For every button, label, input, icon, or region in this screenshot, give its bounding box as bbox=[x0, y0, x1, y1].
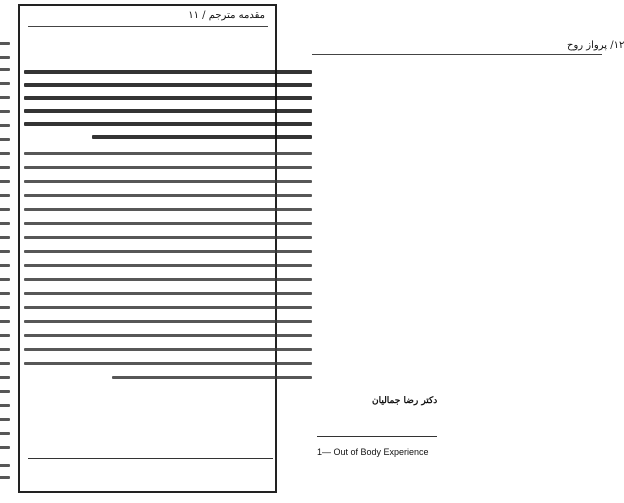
text-line bbox=[0, 306, 10, 309]
text-line bbox=[0, 138, 10, 141]
text-line bbox=[0, 390, 10, 393]
text-line bbox=[0, 264, 10, 267]
left-header-rule bbox=[28, 26, 268, 27]
text-line bbox=[92, 135, 312, 139]
text-line bbox=[0, 152, 10, 155]
right-page-header: ۱۲/ پرواز روح bbox=[567, 40, 624, 51]
text-line bbox=[0, 180, 10, 183]
text-line bbox=[0, 418, 10, 421]
text-line bbox=[24, 264, 312, 267]
right-page bbox=[312, 40, 624, 495]
right-footnote-rule bbox=[317, 436, 437, 437]
text-line bbox=[0, 348, 10, 351]
text-line bbox=[24, 306, 312, 309]
translator-signature: دکتر رضا جمالیان bbox=[372, 396, 438, 406]
text-line bbox=[24, 166, 312, 169]
text-line bbox=[0, 236, 10, 239]
text-line bbox=[24, 348, 312, 351]
text-line bbox=[24, 292, 312, 295]
text-line bbox=[24, 180, 312, 183]
text-line bbox=[0, 476, 10, 479]
text-line bbox=[0, 404, 10, 407]
text-line bbox=[0, 124, 10, 127]
text-line bbox=[0, 250, 10, 253]
text-line bbox=[0, 194, 10, 197]
text-line bbox=[24, 208, 312, 211]
text-line bbox=[24, 362, 312, 365]
text-line bbox=[0, 56, 10, 59]
text-line bbox=[0, 42, 10, 45]
text-line bbox=[24, 70, 312, 74]
text-line bbox=[0, 68, 10, 71]
text-line bbox=[24, 236, 312, 239]
text-line bbox=[0, 432, 10, 435]
text-line bbox=[0, 362, 10, 365]
text-line bbox=[24, 250, 312, 253]
text-line bbox=[24, 83, 312, 87]
right-header-rule bbox=[312, 54, 602, 55]
text-line bbox=[0, 82, 10, 85]
text-line bbox=[0, 464, 10, 467]
text-line bbox=[24, 109, 312, 113]
text-line bbox=[0, 166, 10, 169]
left-page bbox=[18, 4, 277, 493]
text-line bbox=[24, 96, 312, 100]
text-line bbox=[0, 334, 10, 337]
text-line bbox=[0, 110, 10, 113]
text-line bbox=[112, 376, 312, 379]
text-line bbox=[0, 208, 10, 211]
text-line bbox=[0, 320, 10, 323]
text-line bbox=[24, 152, 312, 155]
text-line bbox=[0, 96, 10, 99]
text-line bbox=[24, 122, 312, 126]
text-line bbox=[0, 292, 10, 295]
left-page-header: مقدمه مترجم / ۱۱ bbox=[188, 10, 265, 21]
right-footnote: 1— Out of Body Experience bbox=[317, 447, 429, 457]
text-line bbox=[24, 334, 312, 337]
text-line bbox=[24, 320, 312, 323]
text-line bbox=[24, 194, 312, 197]
text-line bbox=[24, 278, 312, 281]
text-line bbox=[0, 376, 10, 379]
text-line bbox=[24, 222, 312, 225]
left-footnote-rule bbox=[28, 458, 273, 459]
text-line bbox=[0, 278, 10, 281]
text-line bbox=[0, 446, 10, 449]
text-line bbox=[0, 222, 10, 225]
